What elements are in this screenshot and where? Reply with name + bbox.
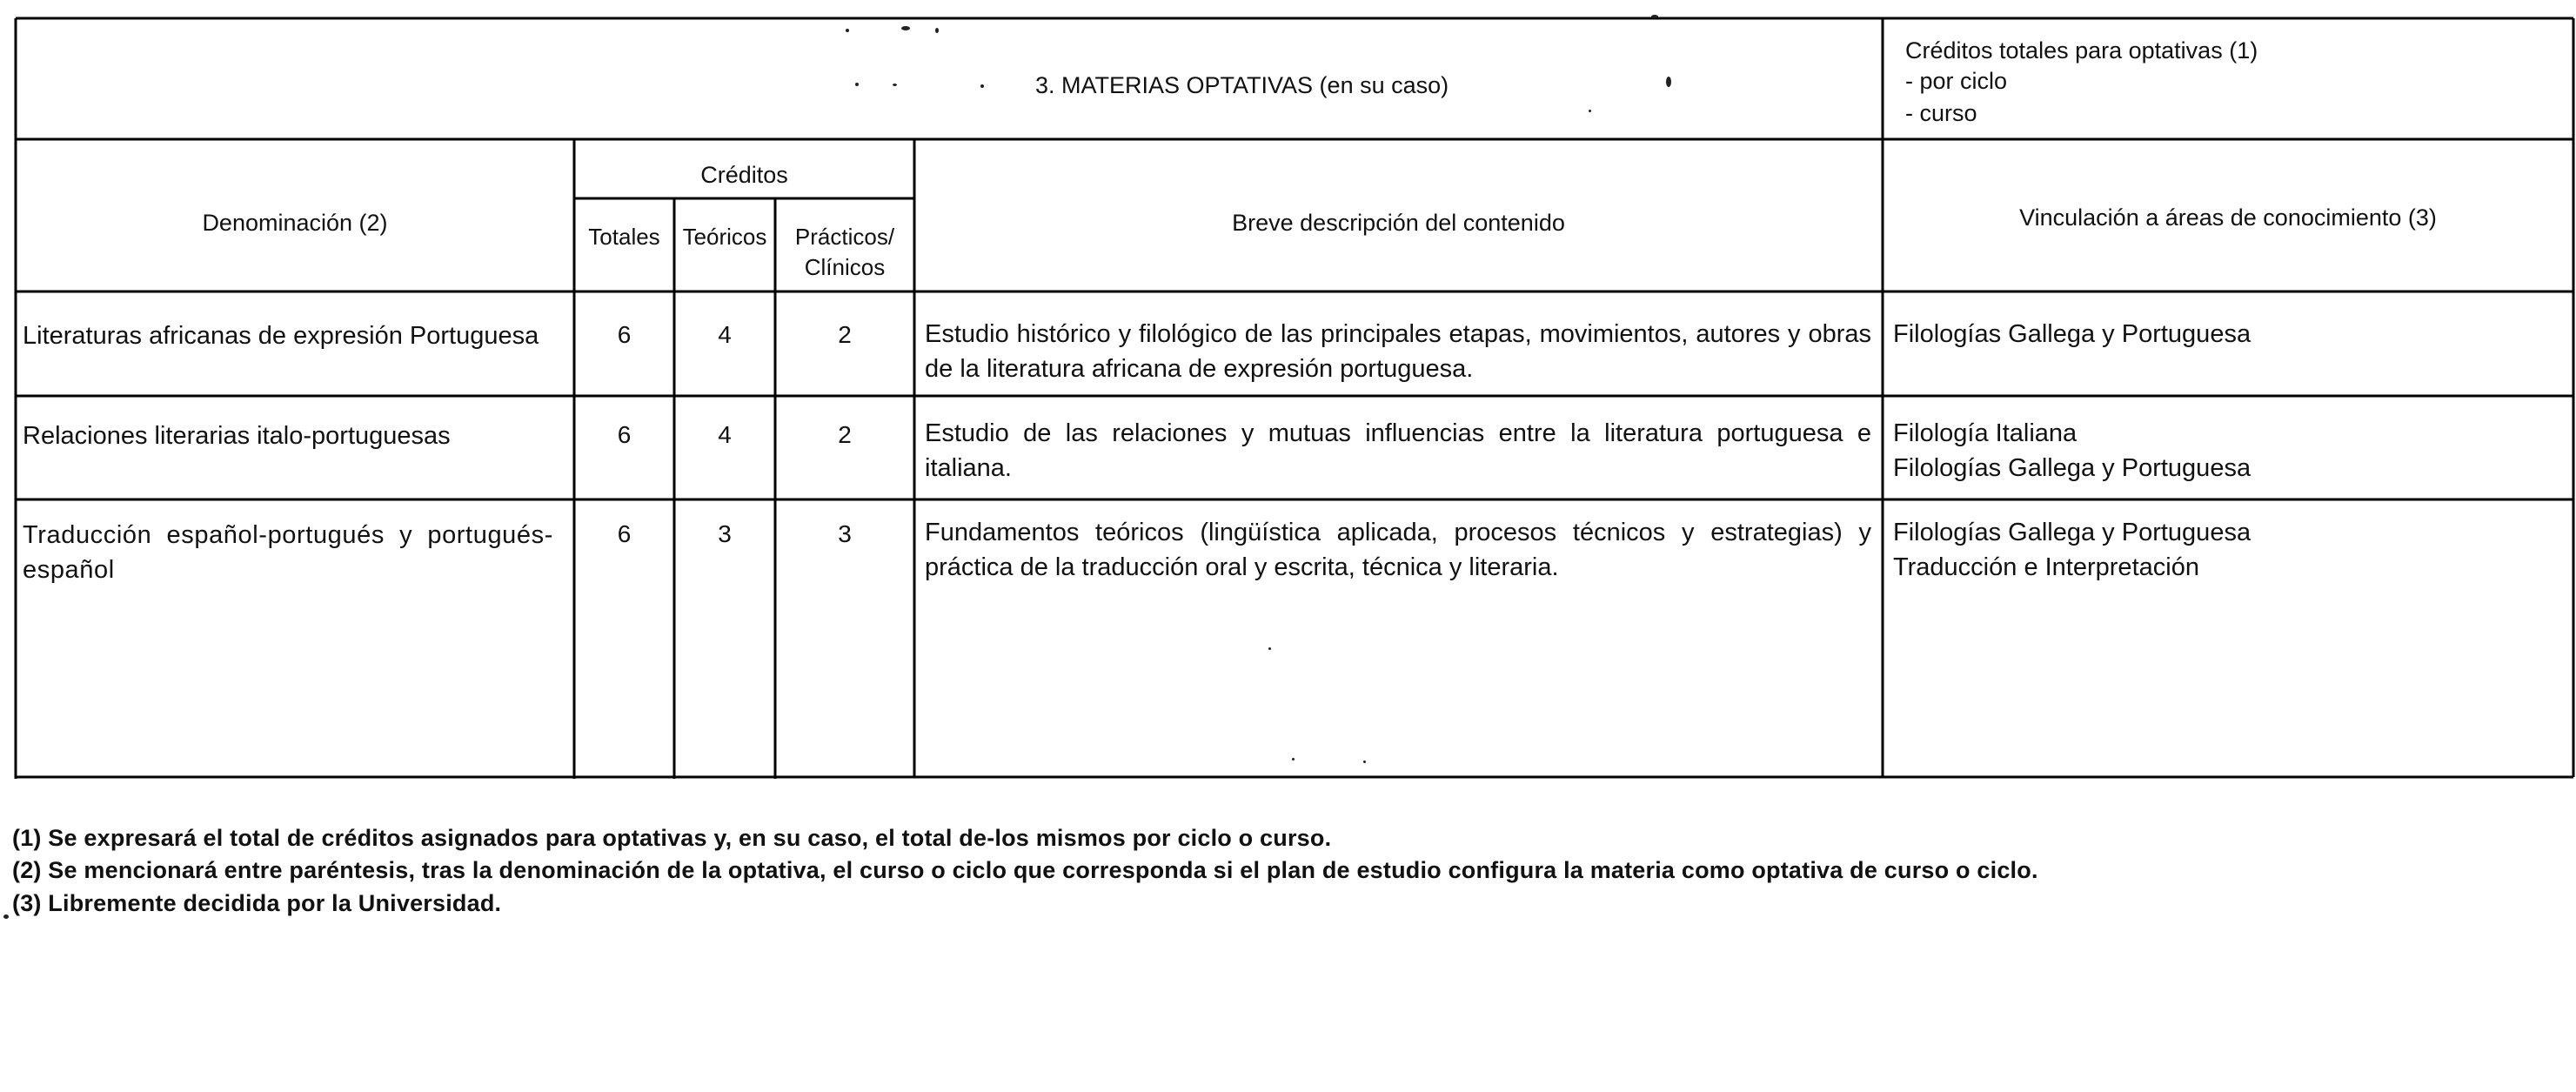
credits-total-label: Créditos totales para optativas (1) (1905, 37, 2258, 64)
scan-speck (1651, 15, 1658, 18)
row-3-area-1: Filologías Gallega y Portuguesa (1893, 519, 2251, 546)
column-header-descripcion: Breve descripción del contenido (1232, 210, 1565, 236)
scan-speck (935, 28, 939, 33)
row-3-teoricos: 3 (718, 520, 732, 547)
scan-speck (1666, 77, 1671, 87)
row-1-practicos: 2 (838, 321, 852, 348)
scan-speck (1589, 110, 1591, 112)
scan-speck (1268, 647, 1271, 650)
row-2-area-2: Filologías Gallega y Portuguesa (1893, 454, 2251, 482)
row-2-totales: 6 (617, 421, 632, 448)
scan-speck (1292, 758, 1295, 760)
footnote-2: (2) Se mencionará entre paréntesis, tras la denominación de la optativa, el curso o ciclo que corresponda si el plan de estudio configura la materia como optativa de curso o ciclo. (12, 857, 2038, 883)
scan-speck (855, 83, 859, 86)
scan-speck (901, 26, 910, 30)
scan-speck (3, 914, 9, 919)
row-3-descripcion: Fundamentos teóricos (lingüística aplicada, procesos técnicos y estrategias) y práctica de la traducción oral y escrita, técnica y literaria. (925, 519, 1871, 581)
scan-speck (980, 84, 984, 88)
row-1-area-1: Filologías Gallega y Portuguesa (1893, 320, 2251, 348)
scan-speck (1363, 760, 1366, 763)
row-2-teoricos: 4 (718, 421, 732, 448)
row-3-totales: 6 (617, 520, 632, 547)
column-header-creditos: Créditos (700, 162, 788, 188)
row-1-denominacion: Literaturas africanas de expresión Portuguesa (23, 322, 539, 350)
footnote-1: (1) Se expresará el total de créditos asignados para optativas y, en su caso, el total de-los mismos por ciclo o curso. (12, 825, 1332, 851)
row-2-area-1: Filología Italiana (1893, 419, 2078, 447)
scan-speck (893, 84, 897, 86)
row-2-denominacion: Relaciones literarias italo-portuguesas (23, 422, 451, 450)
row-2-descripcion: Estudio de las relaciones y mutuas influencias entre la literatura portuguesa e italiana. (925, 419, 1871, 482)
row-3-denominacion: Traducción español-portugués y portugués-español (23, 521, 553, 584)
section-title: 3. MATERIAS OPTATIVAS (en su caso) (1035, 72, 1449, 98)
footnote-3: (3) Libremente decidida por la Universidad. (12, 890, 502, 916)
row-3-area-2: Traducción e Interpretación (1893, 553, 2199, 581)
column-header-clinicos: Clínicos (804, 254, 886, 280)
column-header-denominacion: Denominación (2) (202, 210, 388, 236)
column-header-practicos: Prácticos/ (794, 224, 895, 250)
row-3-practicos: 3 (838, 520, 852, 547)
column-header-vinculacion: Vinculación a áreas de conocimiento (3) (2019, 204, 2437, 231)
row-1-totales: 6 (617, 321, 632, 348)
scan-speck (846, 29, 849, 32)
column-header-totales: Totales (588, 224, 660, 250)
row-1-teoricos: 4 (718, 321, 732, 348)
row-1-descripcion: Estudio histórico y filológico de las principales etapas, movimientos, autores y obras de la literatura africana de expresión portuguesa. (925, 320, 1871, 383)
row-2-practicos: 2 (838, 421, 852, 448)
credits-per-course-label: - curso (1905, 100, 1977, 126)
column-header-teoricos: Teóricos (682, 224, 767, 250)
credits-per-cycle-label: - por ciclo (1905, 68, 2008, 94)
